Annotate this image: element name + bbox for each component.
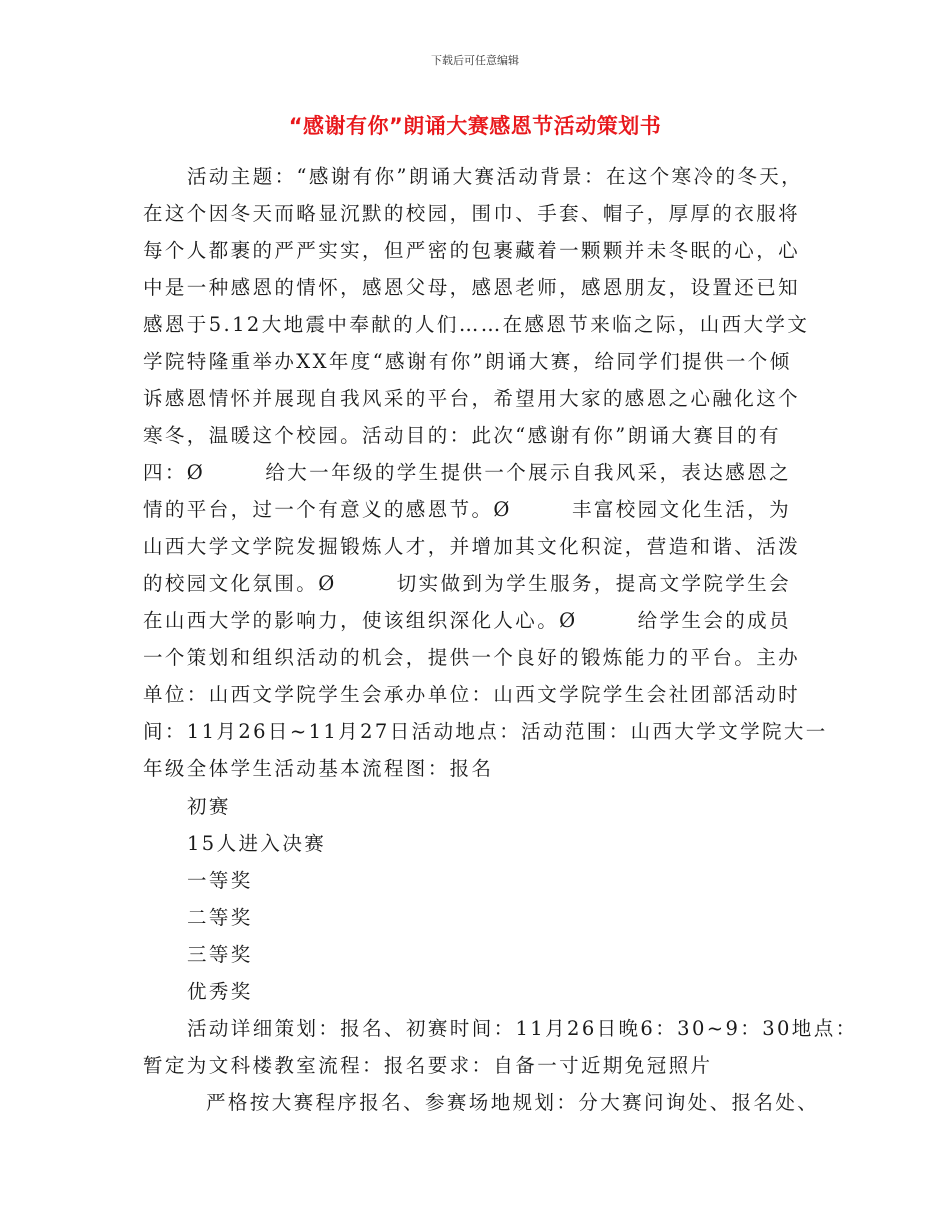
body-line: 单位：山西文学院学生会承办单位：山西文学院学生会社团部活动时	[143, 683, 801, 706]
flow-step: 优秀奖	[187, 980, 253, 1003]
body-line: 活动主题：“感谢有你”朗诵大赛活动背景：在这个寒冷的冬天，	[187, 165, 804, 188]
body-line: 年级全体学生活动基本流程图：报名	[143, 757, 494, 780]
body-line: 在这个因冬天而略显沉默的校园，围巾、手套、帽子，厚厚的衣服将	[143, 202, 801, 225]
body-line: 一个策划和组织活动的机会，提供一个良好的锻炼能力的平台。主办	[143, 646, 801, 669]
body-line: 严格按大赛程序报名、参赛场地规划：分大赛问询处、报名处、	[206, 1091, 820, 1114]
body-line: 间：11月26日~11月27日活动地点：活动范围：山西大学文学院大一	[143, 720, 828, 743]
body-line: 中是一种感恩的情怀，感恩父母，感恩老师，感恩朋友，设置还已知	[143, 276, 801, 299]
body-line: 四：Ø 给大一年级的学生提供一个展示自我风采，表达感恩之	[143, 461, 791, 484]
flow-step: 初赛	[187, 795, 231, 818]
body-line: 情的平台，过一个有意义的感恩节。Ø 丰富校园文化生活，为	[143, 498, 791, 521]
body-line: 的校园文化氛围。Ø 切实做到为学生服务，提高文学院学生会	[143, 572, 791, 595]
body-line: 每个人都裹的严严实实，但严密的包裹藏着一颗颗并未冬眠的心，心	[143, 239, 801, 262]
body-line: 暂定为文科楼教室流程：报名要求：自备一寸近期免冠照片	[143, 1054, 713, 1077]
body-line: 在山西大学的影响力，使该组织深化人心。Ø 给学生会的成员	[143, 609, 791, 632]
flow-step: 二等奖	[187, 906, 253, 929]
body-line: 寒冬，温暖这个校园。活动目的：此次“感谢有你”朗诵大赛目的有	[143, 424, 781, 447]
body-line: 活动详细策划：报名、初赛时间：11月26日晚6：30~9：30地点：	[187, 1017, 858, 1040]
body-line: 山西大学文学院发掘锻炼人才，并增加其文化积淀，营造和谐、活泼	[143, 535, 801, 558]
flow-step: 15人进入决赛	[187, 832, 327, 855]
body-line: 感恩于5.12大地震中奉献的人们……在感恩节来临之际，山西大学文	[143, 313, 810, 336]
body-line: 学院特隆重举办XX年度“感谢有你”朗诵大赛，给同学们提供一个倾	[143, 350, 792, 373]
body-line: 诉感恩情怀并展现自我风采的平台，希望用大家的感恩之心融化这个	[143, 387, 801, 410]
document-title: “感谢有你”朗诵大赛感恩节活动策划书	[288, 114, 662, 138]
flow-step: 一等奖	[187, 869, 253, 892]
flow-step: 三等奖	[187, 943, 253, 966]
page-header: 下载后可任意编辑	[431, 54, 519, 67]
